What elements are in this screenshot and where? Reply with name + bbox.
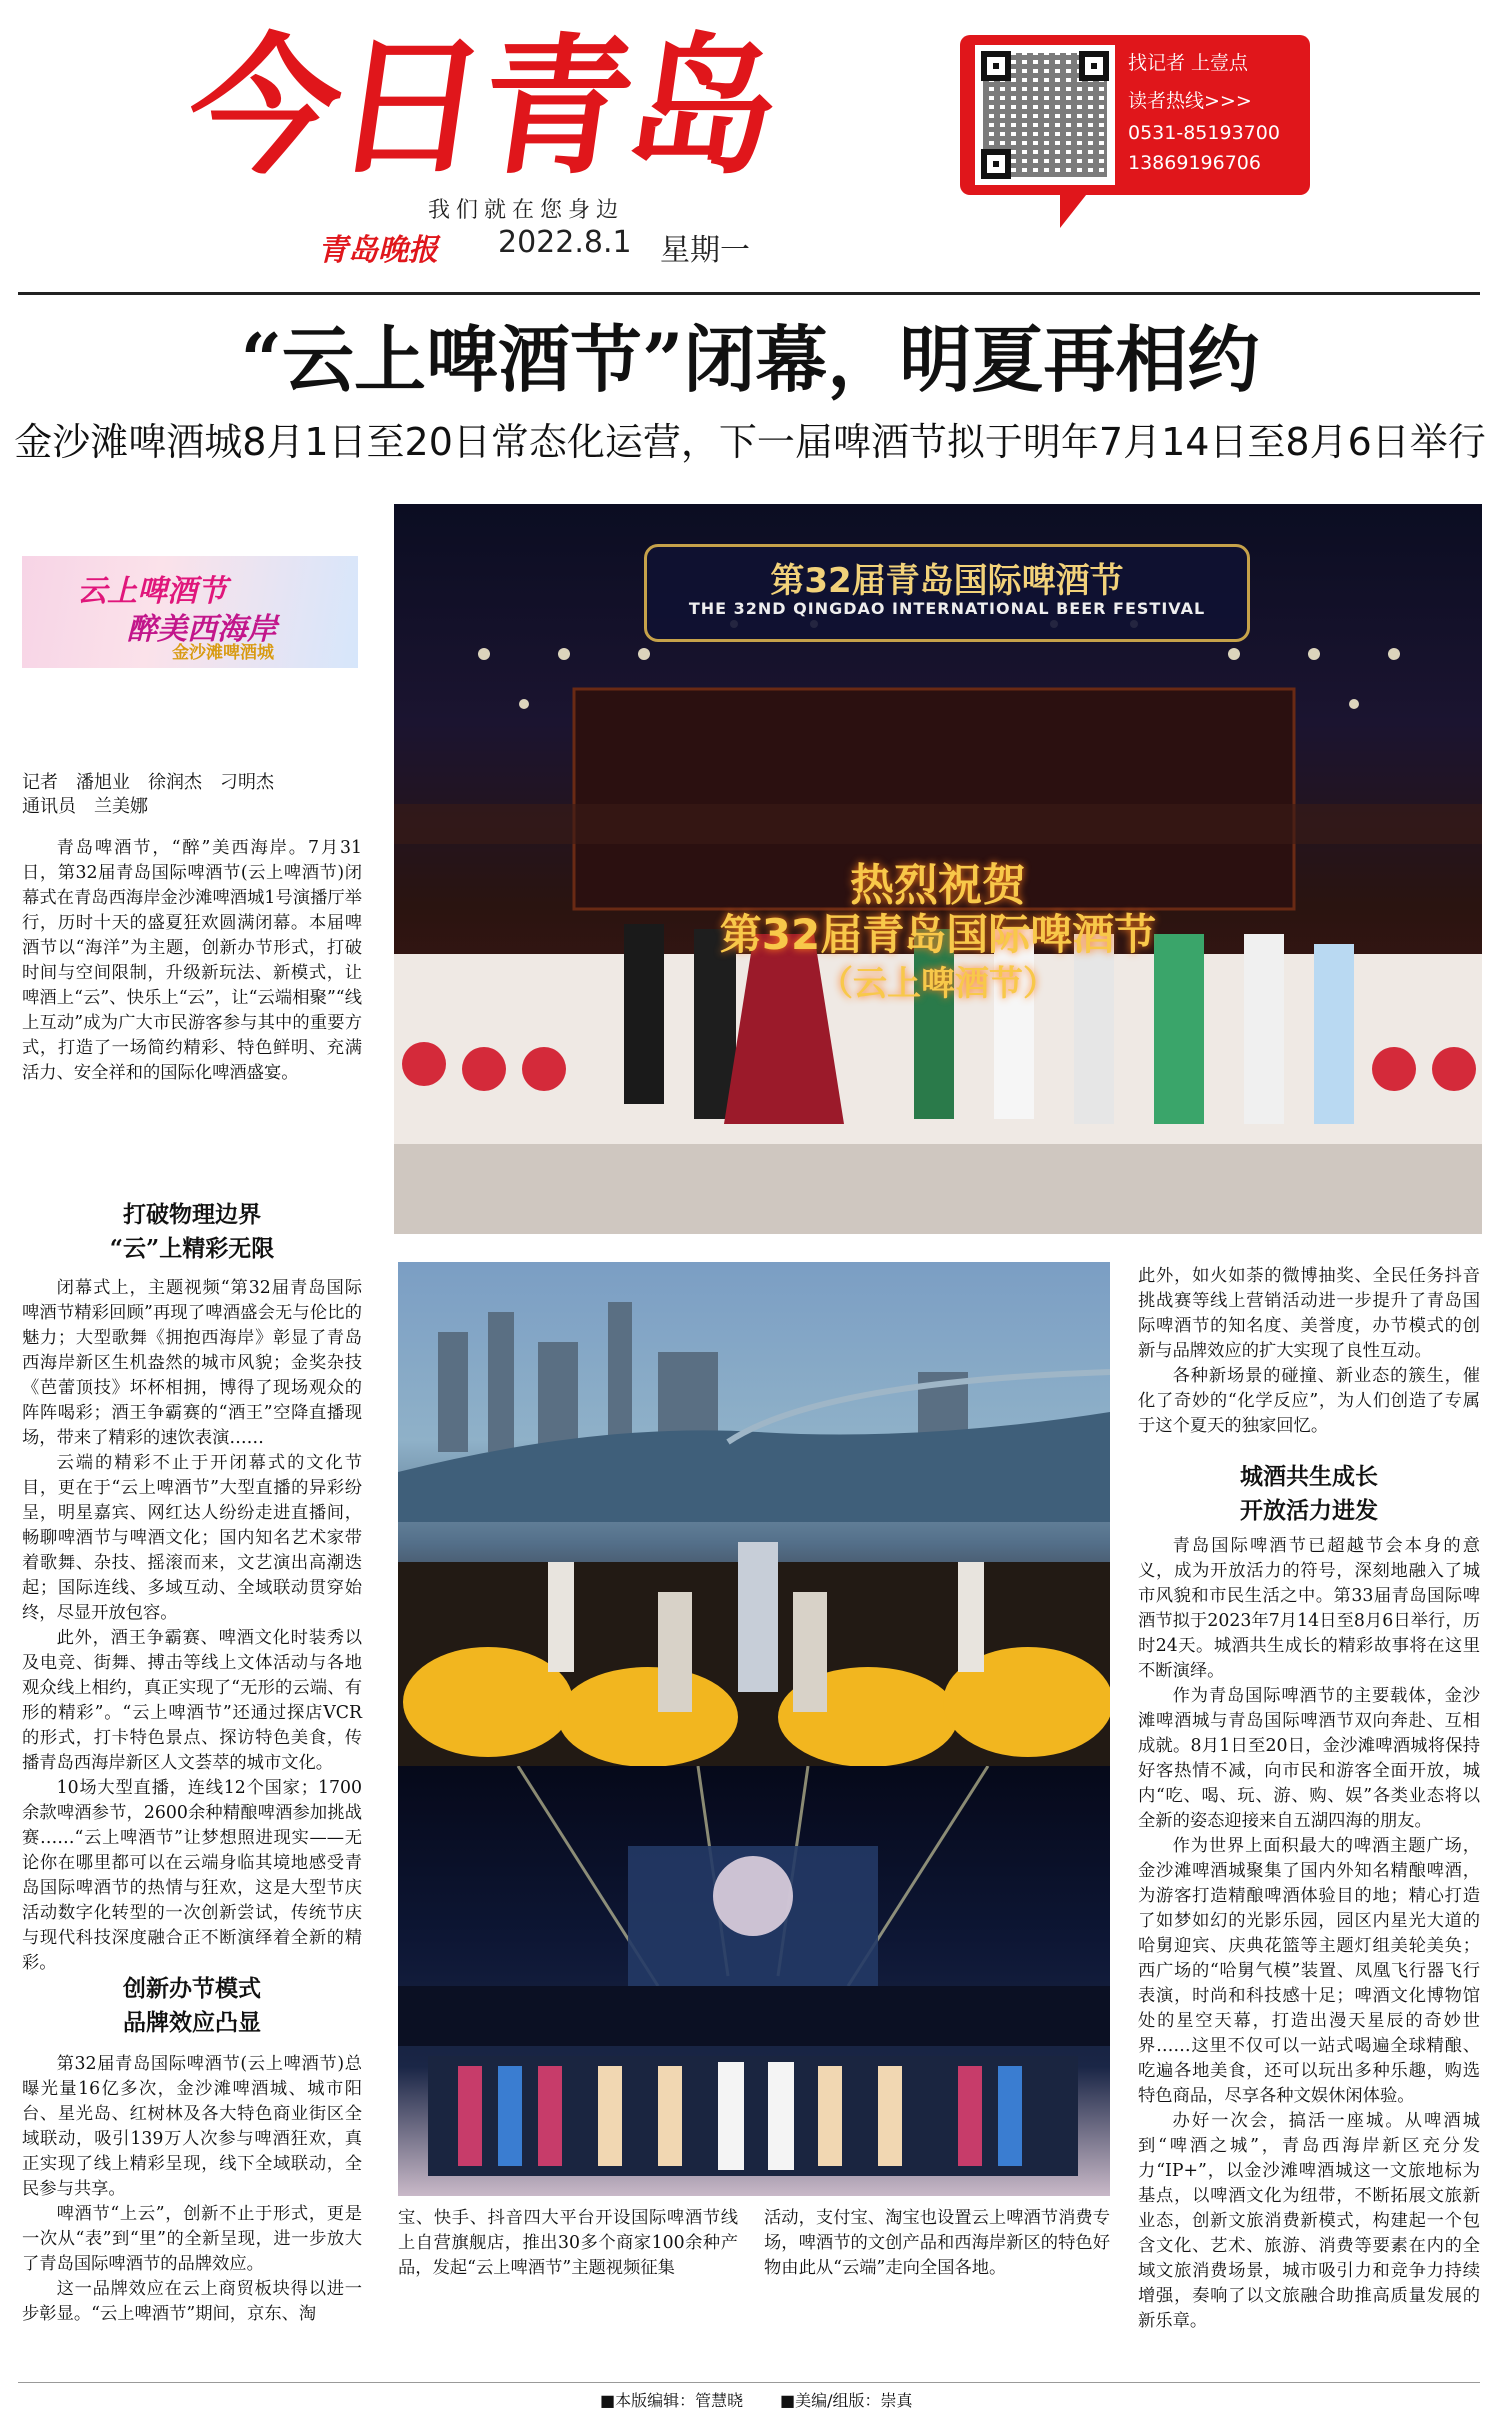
section3-para-3: 作为世界上面积最大的啤酒主题广场，金沙滩啤酒城聚集了国内外知名精酿啤酒，为游客打造精酿啤酒体验目的地；精心打造了如梦如幻的光影乐园，园区内星光大道的哈舅迎宾、庆典花篮等主题灯组美轮美奂；西广场的“哈舅气模”装置、凤凰飞行器飞行表演，时尚和科技感十足；啤酒文化博物馆处的星空天幕，打造出漫天星辰的奇妙世界……这里不仅可以一站式喝遍全球精酿、吃遍各地美食，还可以玩出多种乐趣，购选特色商品，尽享各种文娱休闲体验。 bbox=[1138, 1836, 1480, 2106]
section1-body bbox=[22, 1276, 362, 1976]
screen-text-1: 热烈祝贺 bbox=[850, 860, 1026, 911]
mid-bottom-col-2 bbox=[764, 2206, 1110, 2281]
mid-bottom-col-1 bbox=[398, 2206, 738, 2281]
hotline-reporter: 找记者 上壹点 bbox=[1128, 52, 1249, 74]
section1-heading bbox=[22, 1198, 362, 1266]
dance-performance-photo bbox=[398, 1262, 1110, 1772]
mid-bottom-col-1-text: 宝、快手、抖音四大平台开设国际啤酒节线上自营旗舰店，推出30多个商家100余种产品，发起“云上啤酒节”主题视频征集 bbox=[398, 2208, 738, 2278]
section3-heading-1: 城酒共生成长 bbox=[1240, 1463, 1378, 1490]
slogan: 我们就在您身边 bbox=[428, 198, 625, 223]
screen-text-2: 第32届青岛国际啤酒节 bbox=[719, 910, 1157, 959]
section3-heading-2: 开放活力进发 bbox=[1240, 1497, 1378, 1524]
badge-line-2: 醉美西海岸 bbox=[127, 612, 277, 647]
footer-editor: ■本版编辑：管慧晓 bbox=[600, 2391, 744, 2410]
issue-date: 2022.8.1 bbox=[498, 225, 632, 260]
closing-ceremony-photo bbox=[394, 504, 1482, 1234]
badge-line-3: 金沙滩啤酒城 bbox=[172, 643, 274, 663]
section1-para-3: 此外，酒王争霸赛、啤酒文化时装秀以及电竞、街舞、搏击等线上文体活动与各地观众线上相约，真正实现了“无形的云端、有形的精彩”。“云上啤酒节”还通过探店VCR的形式，打卡特色景点、探访特色美食，传播青岛西海岸新区人文荟萃的城市文化。 bbox=[22, 1628, 362, 1773]
section2-body bbox=[22, 2052, 362, 2327]
event-badge bbox=[22, 556, 358, 668]
byline-reporters: 记者 潘旭业 徐润杰 刁明杰 bbox=[22, 772, 274, 793]
stage-banner bbox=[644, 544, 1250, 642]
lead-text: 青岛啤酒节，“醉”美西海岸。7月31日，第32届青岛国际啤酒节(云上啤酒节)闭幕式在青岛西海岸金沙滩啤酒城1号演播厅举行，历时十天的盛夏狂欢圆满闭幕。本届啤酒节以“海洋”为主题，创新办节形式，打破时间与空间限制，升级新玩法、新模式，让啤酒上“云”、快乐上“云”，让“云端相聚”“线上互动”成为广大市民游客参与其中的重要方式，打造了一场简约精彩、特色鲜明、充满活力、安全祥和的国际化啤酒盛宴。 bbox=[22, 838, 362, 1083]
lead-paragraph bbox=[22, 836, 362, 1086]
section3-para-4: 办好一次会，搞活一座城。从啤酒城到“啤酒之城”，青岛西海岸新区充分发力“IP+”，以金沙滩啤酒城这一文旅地标为基点，以啤酒文化为纽带，不断拓展文旅新业态，创新文旅消费新模式，构建起一个包含文化、艺术、旅游、消费等要素在内的全域文旅消费场景，城市吸引力和竞争力持续增强，奏响了以文旅融合助推高质量发展的新乐章。 bbox=[1138, 2111, 1480, 2331]
section3-para-2: 作为青岛国际啤酒节的主要载体，金沙滩啤酒城与青岛国际啤酒节双向奔赴、互相成就。8月1日至20日，金沙滩啤酒城将保持好客热情不减，向市民和游客全面开放，城内“吃、喝、玩、游、购、娱”各类业态将以全新的姿态迎接来自五湖四海的朋友。 bbox=[1138, 1686, 1480, 1831]
newspaper-logo: 今日青岛 bbox=[177, 21, 787, 195]
section1-para-1: 闭幕式上，主题视频“第32届青岛国际啤酒节精彩回顾”再现了啤酒盛会无与伦比的魅力；大型歌舞《拥抱西海岸》彰显了青岛西海岸新区生机盎然的城市风貌；金奖杂技《芭蕾顶技》坏杯相拥，博得了现场观众的阵阵喝彩；酒王争霸赛的“酒王”空降直播现场，带来了精彩的速饮表演…… bbox=[22, 1278, 362, 1448]
footer-design: ■美编/组版：崇真 bbox=[780, 2391, 913, 2410]
right-col-para-2: 各种新场景的碰撞、新业态的簇生，催化了奇妙的“化学反应”，为人们创造了专属于这个夏天的独家回忆。 bbox=[1138, 1366, 1480, 1436]
section2-heading-1: 创新办节模式 bbox=[123, 1975, 261, 2002]
section1-heading-2: “云”上精彩无限 bbox=[109, 1235, 275, 1262]
section1-heading-1: 打破物理边界 bbox=[123, 1201, 261, 1228]
hotline-box-tail bbox=[1060, 190, 1090, 228]
hotline-phone-1: 0531-85193700 bbox=[1128, 122, 1280, 144]
hotline-label: 读者热线>>> bbox=[1128, 90, 1252, 112]
right-col-para-1: 此外，如火如荼的微博抽奖、全民任务抖音挑战赛等线上营销活动进一步提升了青岛国际啤酒节的知名度、美誉度，办节模式的创新与品牌效应的扩大实现了良性互动。 bbox=[1138, 1266, 1480, 1361]
section2-heading-2: 品牌效应凸显 bbox=[123, 2009, 261, 2036]
section1-para-2: 云端的精彩不止于开闭幕式的文化节目，更在于“云上啤酒节”大型直播的异彩纷呈，明星嘉宾、网红达人纷纷走进直播间，畅聊啤酒节与啤酒文化；国内知名艺术家带着歌舞、杂技、摇滚而来，文艺演出高潮迭起；国际连线、多域互动、全域联动贯穿始终，尽显开放包容。 bbox=[22, 1453, 362, 1623]
headline: “云上啤酒节”闭幕，明夏再相约 bbox=[240, 317, 1260, 402]
mid-bottom-col-2-text: 活动，支付宝、淘宝也设置云上啤酒节消费专场，啤酒节的文创产品和西海岸新区的特色好物由此从“云端”走向全国各地。 bbox=[764, 2208, 1110, 2278]
section3-para-1: 青岛国际啤酒节已超越节会本身的意义，成为开放活力的符号，深刻地融入了城市风貌和市民生活之中。第33届青岛国际啤酒节拟于2023年7月14日至8月6日举行，历时24天。城酒共生成长的精彩故事将在这里不断演绎。 bbox=[1138, 1536, 1480, 1681]
stage-performance-photo bbox=[398, 1766, 1110, 2196]
badge-line-1: 云上啤酒节 bbox=[77, 574, 227, 609]
section3-heading bbox=[1138, 1460, 1480, 1528]
section2-para-2: 啤酒节“上云”，创新不止于形式，更是一次从“表”到“里”的全新呈现，进一步放大了青岛国际啤酒节的品牌效应。 bbox=[22, 2204, 362, 2274]
right-col-top bbox=[1138, 1264, 1480, 1439]
masthead-divider bbox=[18, 292, 1480, 295]
section3-body bbox=[1138, 1534, 1480, 2334]
section2-heading bbox=[22, 1972, 362, 2040]
footer-divider bbox=[18, 2382, 1480, 2383]
qr-code-icon[interactable] bbox=[975, 45, 1115, 185]
section1-para-4: 10场大型直播，连线12个国家；1700余款啤酒参节，2600余种精酿啤酒参加挑战赛……“云上啤酒节”让梦想照进现实——无论你在哪里都可以在云端身临其境地感受青岛国际啤酒节的热情与狂欢，这是大型节庆活动数字化转型的一次创新尝试，传统节庆与现代科技深度融合正不断演绎着全新的精彩。 bbox=[22, 1778, 362, 1973]
hotline-phone-2: 13869196706 bbox=[1128, 152, 1261, 174]
stage-banner-cn: 第32届青岛国际啤酒节 bbox=[770, 561, 1124, 601]
section2-para-3: 这一品牌效应在云上商贸板块得以进一步彰显。“云上啤酒节”期间，京东、淘 bbox=[22, 2279, 362, 2324]
paper-name: 青岛晚报 bbox=[318, 233, 438, 268]
subheadline: 金沙滩啤酒城8月1日至20日常态化运营，下一届啤酒节拟于明年7月14日至8月6日举行 bbox=[14, 420, 1486, 464]
byline-correspondent: 通讯员 兰美娜 bbox=[22, 796, 148, 817]
screen-text-3: （云上啤酒节） bbox=[819, 964, 1057, 1004]
stage-banner-en: THE 32ND QINGDAO INTERNATIONAL BEER FESTIVAL bbox=[688, 599, 1206, 618]
issue-weekday: 星期一 bbox=[660, 233, 750, 268]
section2-para-1: 第32届青岛国际啤酒节(云上啤酒节)总曝光量16亿多次，金沙滩啤酒城、城市阳台、星光岛、红树林及各大特色商业街区全域联动，吸引139万人次参与啤酒狂欢，真正实现了线上精彩呈现，线下全域联动，全民参与共享。 bbox=[22, 2054, 362, 2199]
